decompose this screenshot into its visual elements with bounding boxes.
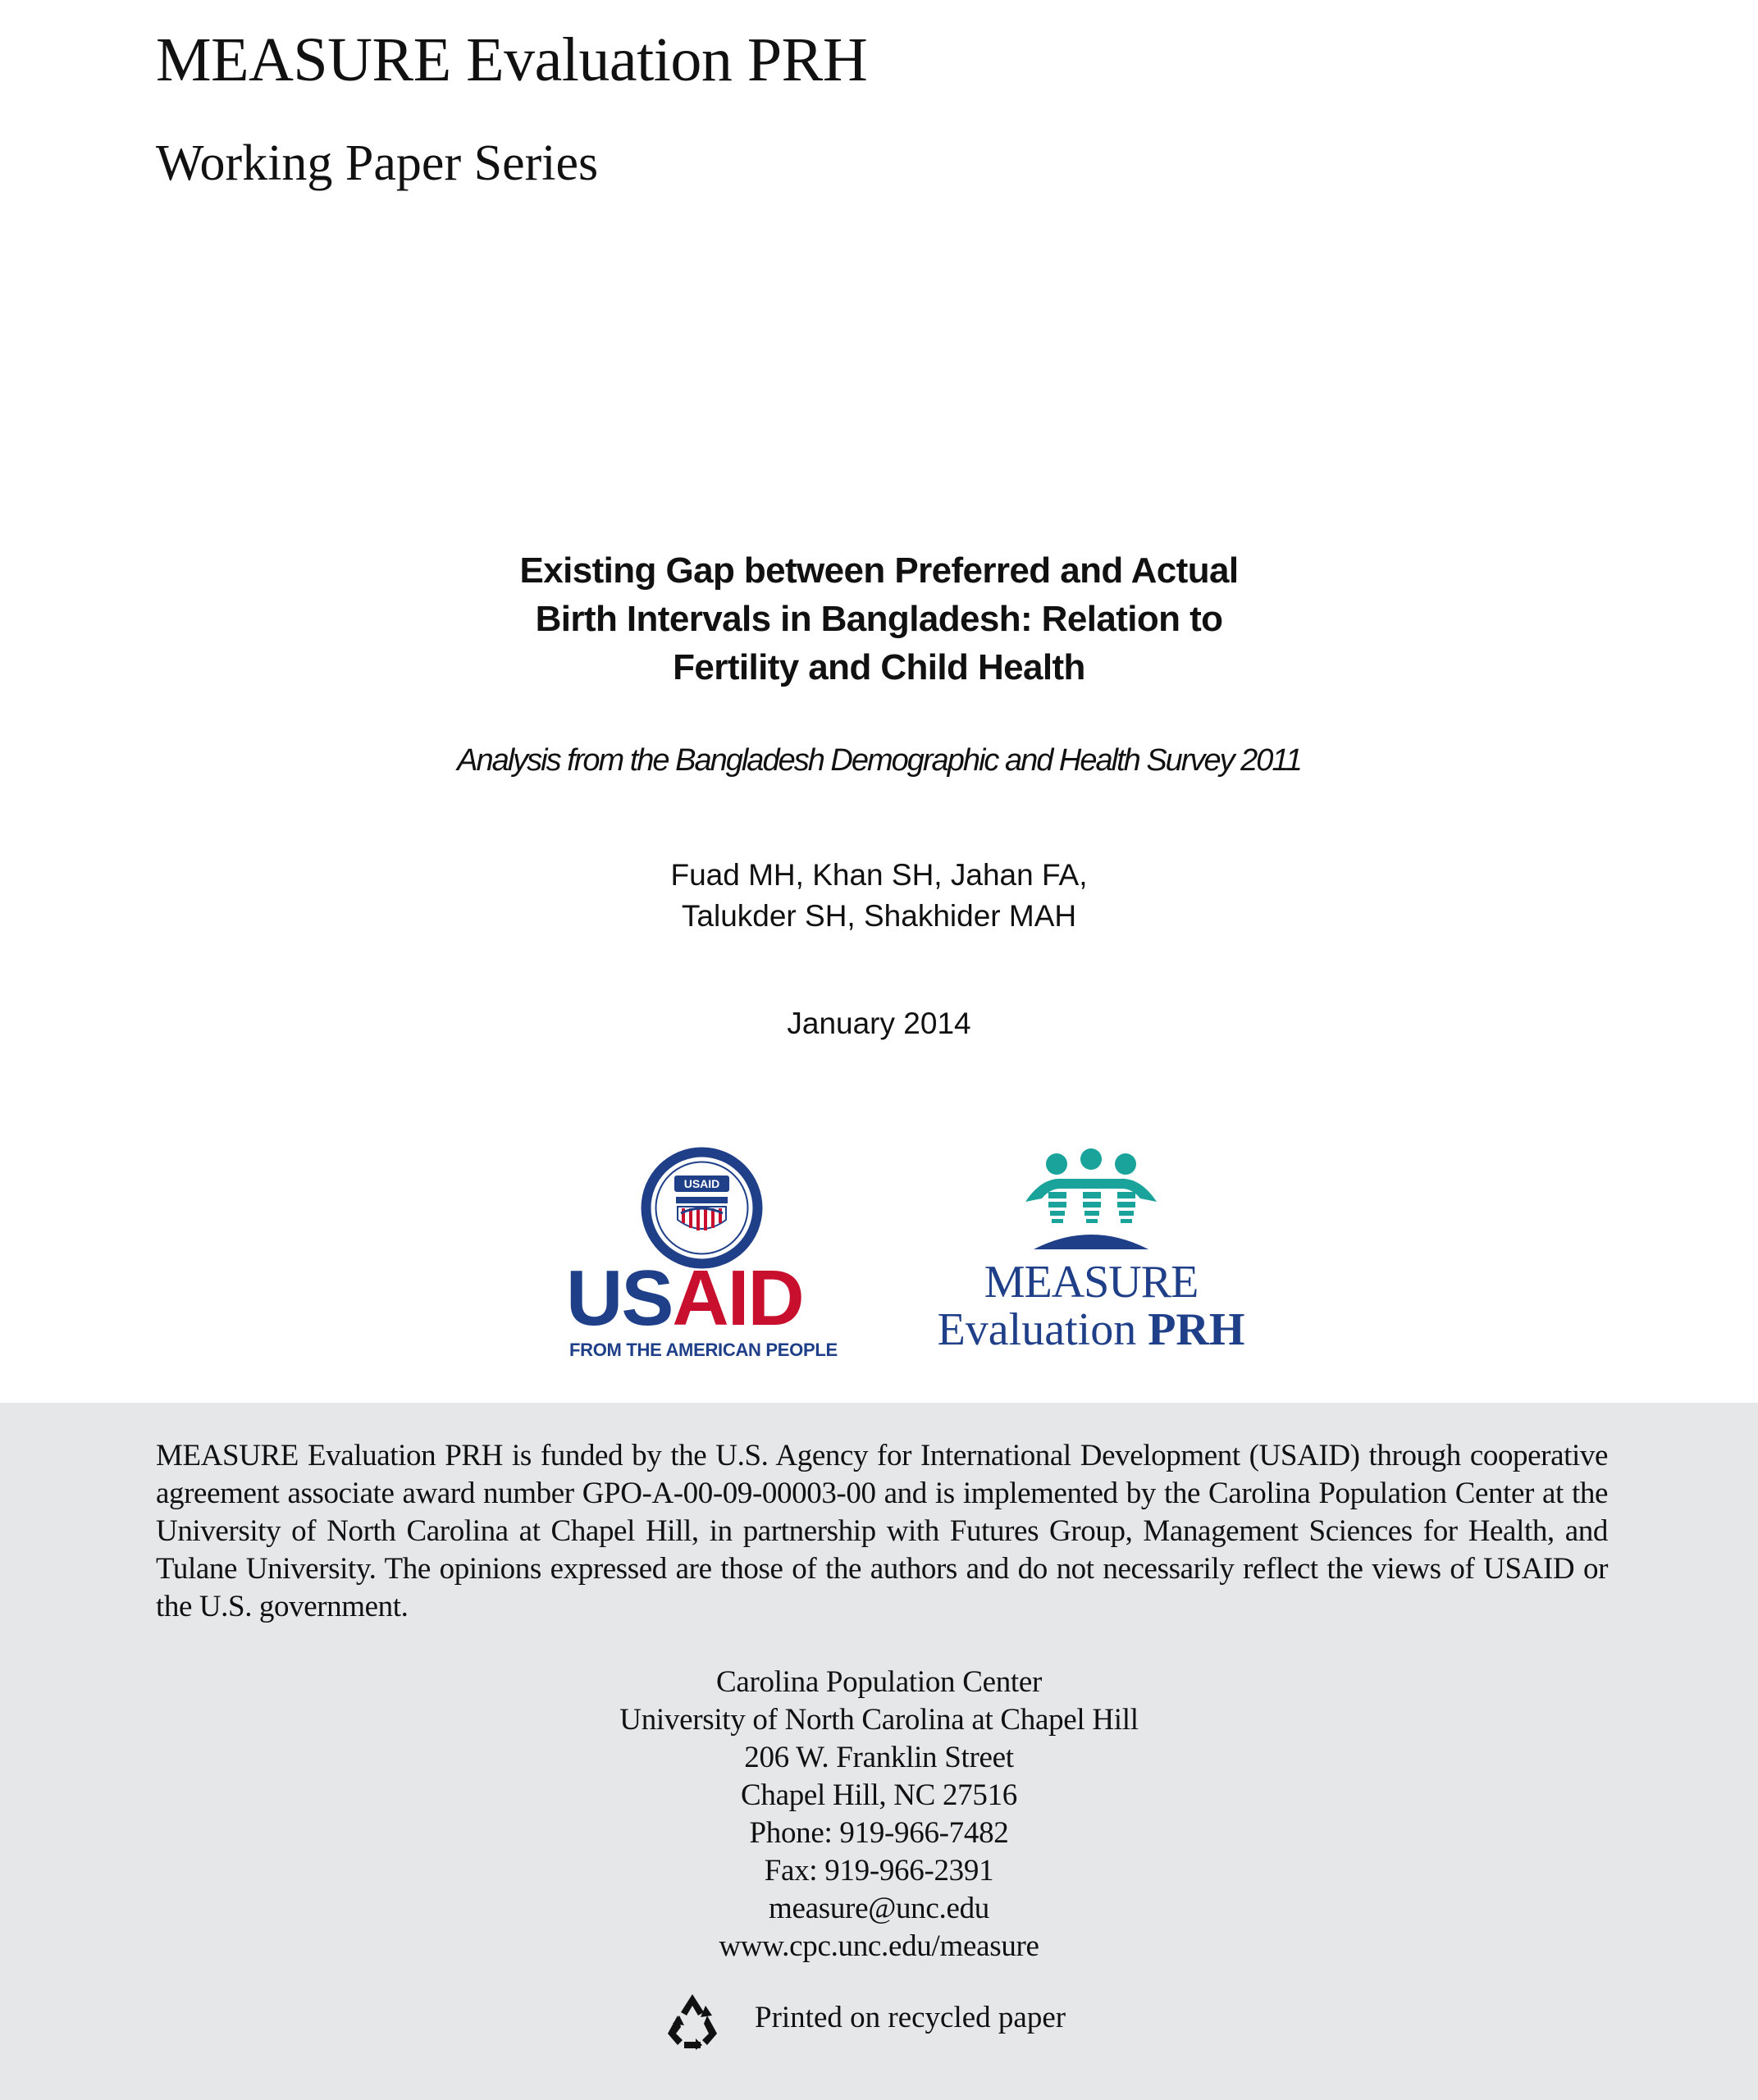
author-list xyxy=(0,855,1758,937)
series-name: Working Paper Series xyxy=(156,135,599,191)
measure-subwordmark xyxy=(919,1304,1263,1355)
contact-address xyxy=(0,1664,1758,1965)
document-title xyxy=(0,546,1758,692)
author-line: Fuad MH, Khan SH, Jahan FA, xyxy=(670,858,1088,892)
funding-footer xyxy=(0,1403,1758,2100)
measure-sub-word: Evaluation xyxy=(937,1304,1137,1355)
measure-wordmark: MEASURE xyxy=(984,1257,1199,1308)
document-title-line: Fertility and Child Health xyxy=(673,647,1085,687)
document-title-line: Birth Intervals in Bangladesh: Relation to xyxy=(535,599,1223,639)
recycled-paper-note: Printed on recycled paper xyxy=(755,2001,1066,2034)
phone-line: Phone: 919-966-7482 xyxy=(749,1816,1009,1850)
document-title-line: Existing Gap between Preferred and Actual xyxy=(519,550,1239,591)
usaid-tagline: FROM THE AMERICAN PEOPLE xyxy=(569,1340,838,1360)
publication-date: January 2014 xyxy=(787,1007,971,1040)
address-line: 206 W. Franklin Street xyxy=(744,1741,1014,1774)
usaid-seal-icon xyxy=(638,1144,765,1271)
people-figures-icon xyxy=(1017,1144,1165,1255)
author-line: Talukder SH, Shakhider MAH xyxy=(681,899,1077,933)
address-line: University of North Carolina at Chapel Hill xyxy=(619,1703,1139,1737)
email-line: measure@unc.edu xyxy=(769,1892,989,1925)
website-line: www.cpc.unc.edu/measure xyxy=(719,1929,1039,1963)
fax-line: Fax: 919-966-2391 xyxy=(764,1854,994,1888)
usaid-wordmark xyxy=(566,1254,803,1342)
measure-evaluation-logo xyxy=(919,1144,1263,1366)
usaid-wordmark-us: US xyxy=(566,1254,673,1342)
usaid-seal-label: USAID xyxy=(683,1177,720,1190)
recycle-icon xyxy=(663,1991,722,2050)
address-line: Carolina Population Center xyxy=(715,1665,1043,1699)
usaid-logo xyxy=(558,1144,837,1366)
funding-statement: MEASURE Evaluation PRH is funded by the U.S. Agency for International Development (USAID) through cooperative agreement associate award number GPO-A-00-09-00003-00 and is implemented by the Carolina Population Center at the University of North Carolina at Chapel Hill, in partnership with Futures Group, Management Sciences for Health, and Tulane University. The opinions expressed are those of the authors and do not necessarily reflect the views of USAID or the U.S. government. xyxy=(156,1439,1608,1623)
measure-sub-bold: PRH xyxy=(1148,1304,1245,1355)
address-line: Chapel Hill, NC 27516 xyxy=(741,1778,1017,1812)
document-subtitle: Analysis from the Bangladesh Demographic and Health Survey 2011 xyxy=(457,743,1301,778)
series-publisher-title: MEASURE Evaluation PRH xyxy=(156,25,868,94)
usaid-wordmark-aid: AID xyxy=(672,1254,803,1342)
